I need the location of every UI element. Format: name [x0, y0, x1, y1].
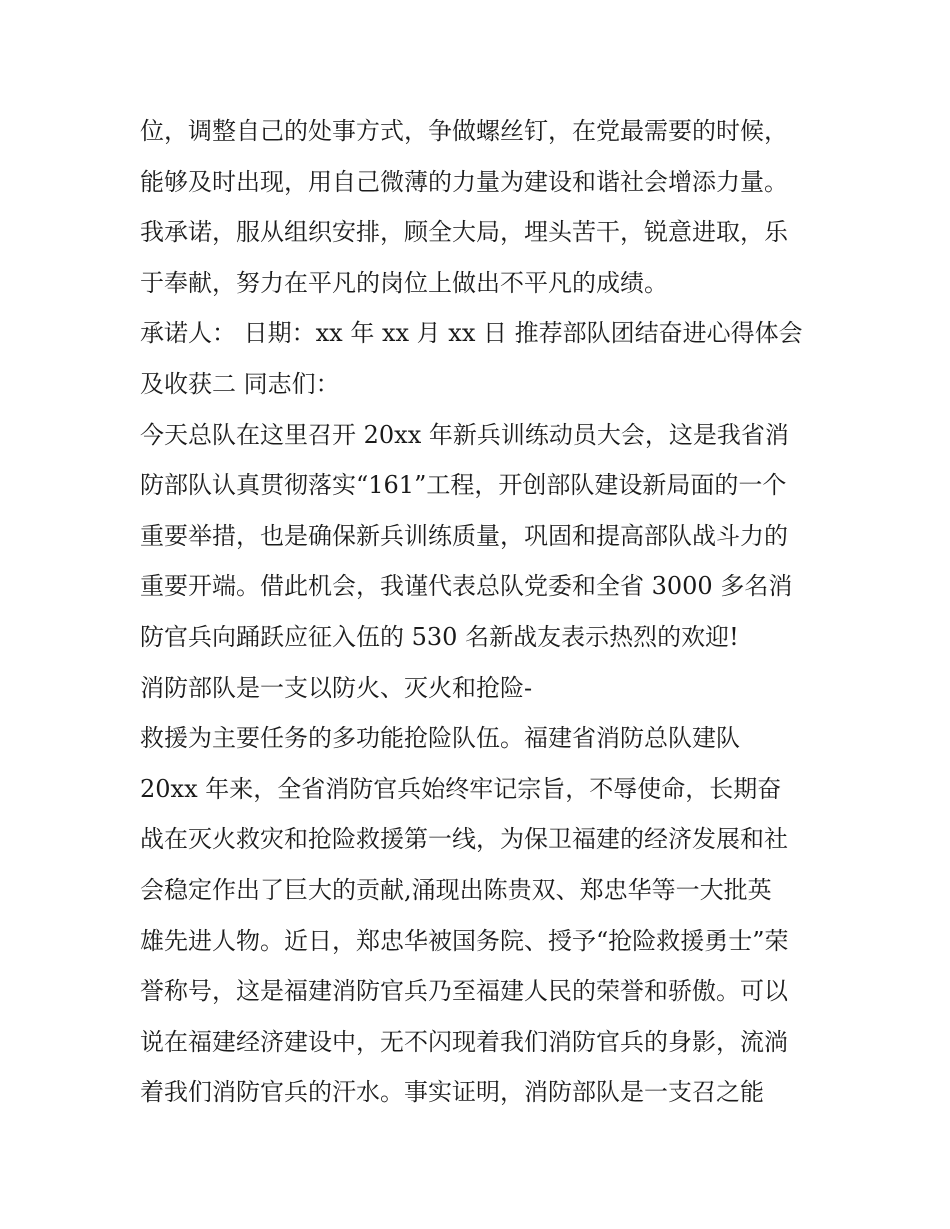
document-body	[140, 106, 820, 1118]
text-line: 防官兵向踊跃应征入伍的 530 名新战友表示热烈的欢迎!	[140, 622, 739, 651]
text-line: 我承诺，服从组织安排，顾全大局，埋头苦干，锐意进取，乐	[140, 218, 788, 247]
text-line: 重要开端。借此机会，我谨代表总队党委和全省 3000 多名消	[140, 572, 793, 601]
text-line: 今天总队在这里召开 20xx 年新兵训练动员大会，这是我省消	[140, 420, 789, 449]
text-line: 救援为主要任务的多功能抢险队伍。福建省消防总队建队	[140, 724, 740, 753]
text-line: 会稳定作出了巨大的贡献,涌现出陈贵双、郑忠华等一大批英	[140, 875, 772, 904]
text-line: 承诺人： 日期：xx 年 xx 月 xx 日 推荐部队团结奋进心得体会	[140, 319, 803, 348]
text-line: 雄先进人物。近日，郑忠华被国务院、授予“抢险救援勇士”荣	[140, 926, 789, 955]
text-line: 能够及时出现，用自己微薄的力量为建设和谐社会增添力量。	[140, 167, 788, 196]
text-line: 誉称号，这是福建消防官兵乃至福建人民的荣誉和骄傲。可以	[140, 977, 788, 1006]
text-line: 战在灭火救灾和抢险救援第一线，为保卫福建的经济发展和社	[140, 825, 788, 854]
text-line: 及收获二 同志们：	[140, 369, 340, 398]
text-line: 重要举措，也是确保新兵训练质量，巩固和提高部队战斗力的	[140, 521, 788, 550]
text-line: 说在福建经济建设中，无不闪现着我们消防官兵的身影，流淌	[140, 1027, 788, 1056]
text-line: 防部队认真贯彻落实“161”工程，开创部队建设新局面的一个	[140, 471, 787, 500]
text-line: 位，调整自己的处事方式，争做螺丝钉，在党最需要的时候，	[140, 117, 788, 145]
text-line: 于奉献，努力在平凡的岗位上做出不平凡的成绩。	[140, 268, 668, 297]
text-line: 着我们消防官兵的汗水。事实证明，消防部队是一支召之能	[140, 1078, 764, 1107]
text-line: 消防部队是一支以防火、灭火和抢险-	[140, 673, 533, 702]
text-line: 20xx 年来，全省消防官兵始终牢记宗旨，不辱使命，长期奋	[140, 774, 782, 803]
